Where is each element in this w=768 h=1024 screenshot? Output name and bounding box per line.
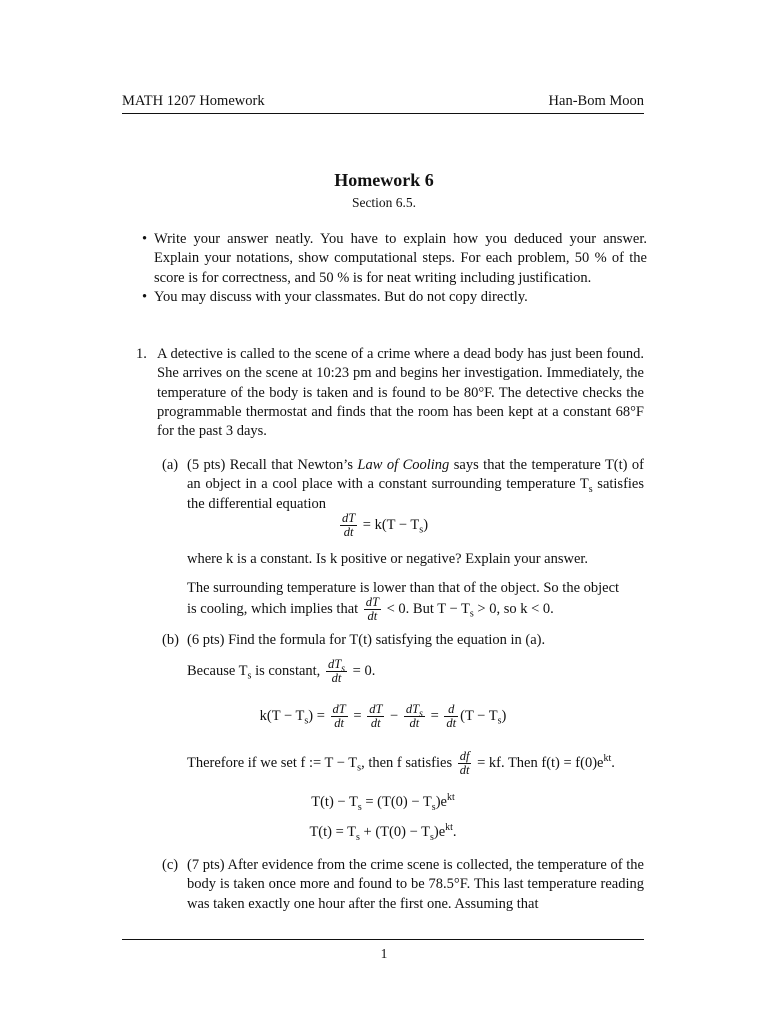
footer-rule [122,939,644,940]
problem-statement: A detective is called to the scene of a crime where a dead body has just been found. She arrives on the scene at 10:23 pm and begins her investigation. Immediately, the temperature of the body is taken and is found to be 80°F. The detective checks the programmable thermostat and finds that the room has been kept at a constant 68°F for the past 3 days. [157,346,644,440]
solution-line2: $T(t) = T_s + (T(0) - T_s)e^{kt}$. [309,822,457,843]
instructions-list [142,230,647,307]
cooling-equation: $\frac{dT}{dt}$ = $k(T - T_s)$ [341,511,429,539]
part-a-label: (a) [162,457,179,473]
author-header: Han-Bom Moon [548,93,644,109]
part-a-answer-line2: is cooling, which implies that $\frac{dT}{dt}$ < 0. But $T - T_s > 0$, so k < 0. [187,595,554,623]
bullet-icon: • [142,288,148,305]
header-rule [122,113,644,114]
page-number: 1 [380,946,388,961]
part-b-question: (6 pts) Find the formula for T(t) satisfying the equation in (a). [187,632,546,648]
part-b-label: (b) [162,632,179,648]
instruction-item: • Write your answer neatly. You have to explain how you deduced your answer. Explain your notations, show computational steps. For each problem, 50 % of the score is for correctness, and 50 % is for neat writing including justification. [142,231,647,286]
part-b-therefore: Therefore if we set f := $T - T_s$, then f satisfies $\frac{df}{dt}$ = kf. Then $f(t) = f(0)e^{kt}$. [187,749,615,777]
instruction-item: • You may discuss with your classmates. But do not copy directly. [142,288,647,307]
bullet-icon: • [142,231,148,247]
part-a-question: (5 pts) Recall that Newton’s Law of Cooling says that the temperature T(t) of an object in a cool place with a constant surrounding temperature $T_s$ satisfies the differential equation [187,457,645,512]
course-header: MATH 1207 Homework [122,93,265,109]
page-title: Homework 6 [334,170,434,190]
part-a-after-eq: where k is a constant. Is k positive or negative? Explain your answer. [187,551,589,567]
derivative-chain: $k(T - T_s)$ = $\frac{dT}{dt}$ = $\frac{dT}{dt}$ − $\frac{dT_s}{dt}$ = $\frac{d}{dt}$ $(T - T_s)$ [259,702,507,730]
part-c-text: (7 pts) After evidence from the crime scene is collected, the temperature of the body is taken once more and found to be 78.5°F. This last temperature reading was taken exactly one hour after the first one. Assuming that [187,857,644,912]
part-c-label: (c) [162,857,179,873]
page-subtitle: Section 6.5. [351,195,417,210]
solution-line1: $T(t) - T_s = (T(0) - T_s)e^{kt}$ [311,792,455,813]
part-a-answer-line1: The surrounding temperature is lower than that of the object. So the object [187,580,620,596]
part-b-because: Because $T_s$ is constant, $\frac{dT_s}{dt}$ = 0. [187,657,376,685]
law-name: Law of Cooling [357,457,450,473]
problem-number: 1. [136,346,147,362]
